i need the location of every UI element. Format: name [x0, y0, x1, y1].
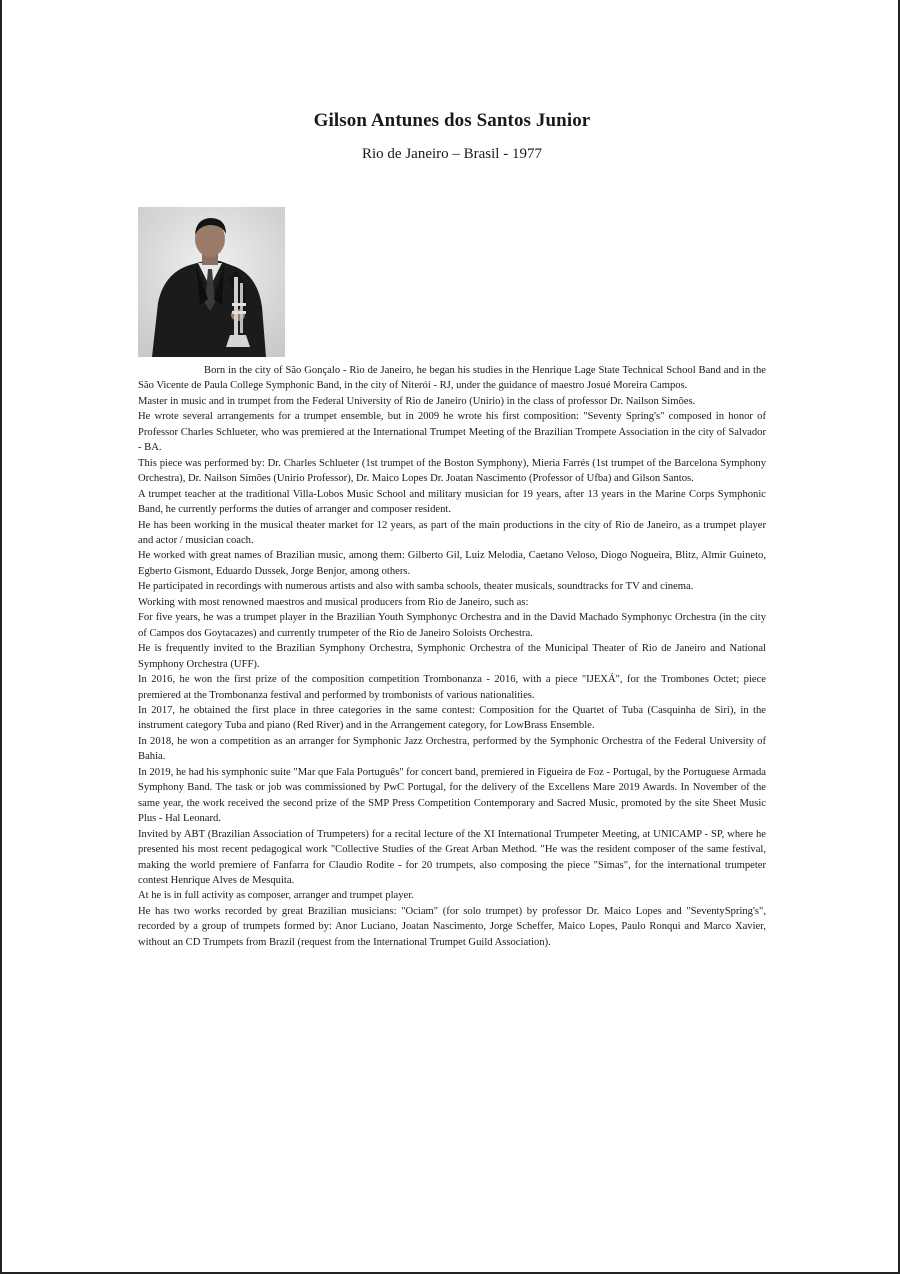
bio-paragraph: A trumpet teacher at the traditional Villa-Lobos Music School and military musician for 19 years, after 13 years in the Marine Corps Symphonic Band, he currently performs the duties of arranger and composer resident.	[138, 488, 766, 516]
bio-paragraph: He has been working in the musical theater market for 12 years, as part of the main productions in the city of Rio de Janeiro, as a trumpet player and actor / musician coach.	[138, 519, 766, 546]
bio-paragraph: Working with most renowned maestros and musical producers from Rio de Janeiro, such as:	[138, 596, 529, 608]
bio-paragraph: Born in the city of São Gonçalo - Rio de Janeiro, he began his studies in the Henrique Lage State Technical School Band and in the São Vicente de Paula College Symphonic Band, in the city of Niterói - RJ, under the guidance of maestro Josué Moreira Campos.	[138, 365, 766, 392]
bio-paragraph: He wrote several arrangements for a trumpet ensemble, but in 2009 he wrote his first composition: "Seventy Spring's" composed in honor of Professor Charles Schlueter, who was premiered at the International Trumpet Meeting of the Brazilian Trompete Association in the city of Salvador - BA.	[138, 411, 766, 454]
portrait-photo	[138, 207, 285, 357]
bio-paragraph: He participated in recordings with numerous artists and also with samba schools, theater musicals, soundtracks for TV and cinema.	[138, 581, 694, 593]
bio-paragraph: He has two works recorded by great Brazilian musicians: "Ociam" (for solo trumpet) by professor Dr. Maico Lopes and "SeventySpring's", recorded by a group of trumpets formed by: Anor Luciano, Joatan Nascimento, Jorge Scheffer, Maico Lopes, Paulo Ronqui and Marco Xavier, without an CD Trumpets from Brazil (request from the International Trumpet Guild Association).	[138, 905, 766, 948]
bio-paragraph: In 2018, he won a competition as an arranger for Symphonic Jazz Orchestra, performed by the Symphonic Orchestra of the Federal University of Bahia.	[138, 735, 766, 763]
bio-paragraph: For five years, he was a trumpet player in the Brazilian Youth Symphonyc Orchestra and in the David Machado Symphonyc Orchestra (in the city of Campos dos Goytacazes) and currently trumpeter of the Rio de Janeiro Soloists Orchestra.	[138, 612, 766, 639]
bio-paragraph: In 2016, he won the first prize of the composition competition Trombonanza - 2016, with a piece "IJEXÁ", for the Trombones Octet; piece premiered at the Trombonanza festival and performed by trombonists of various nationalities.	[138, 674, 766, 701]
bio-paragraph: In 2017, he obtained the first place in three categories in the same contest: Composition for the Quartet of Tuba (Casquinha de Siri), in the instrument category Tuba and piano (Red River) and in the Arrangement category, for LowBrass Ensemble.	[138, 704, 766, 732]
biography-text	[138, 363, 766, 950]
page-title: Gilson Antunes dos Santos Junior	[313, 110, 591, 131]
bio-paragraph: He is frequently invited to the Brazilian Symphony Orchestra, Symphonic Orchestra of the Municipal Theater of Rio de Janeiro and National Symphony Orchestra (UFF).	[138, 643, 766, 670]
bio-paragraph: Invited by ABT (Brazilian Association of Trumpeters) for a recital lecture of the XI International Trumpeter Meeting, at UNICAMP - SP, where he presented his most recent pedagogical work "Collective Studies of the Great Arban Method. "He was the resident composer of the same festival, making the world premiere of Fanfarra for Claudio Rodite - for 20 trumpets, also composing the piece "Simas", for the international trumpeter contest Henrique Alves de Mesquita.	[138, 828, 766, 886]
bio-paragraph: This piece was performed by: Dr. Charles Schlueter (1st trumpet of the Boston Symphony), Mieria Farrés (1st trumpet of the Barcelona Symphony Orchestra), Dr. Nailson Simões (Unirio Professor), Dr. Maico Lopes Dr. Joatan Nascimento (Professor of Ufba) and Gilson Santos.	[138, 457, 766, 485]
bio-paragraph: Master in music and in trumpet from the Federal University of Rio de Janeiro (Unirio) in the class of professor Dr. Nailson Simões.	[138, 395, 696, 407]
page-subtitle: Rio de Janeiro – Brasil - 1977	[362, 146, 542, 162]
bio-paragraph: He worked with great names of Brazilian music, among them: Gilberto Gil, Luiz Melodia, Caetano Veloso, Diogo Nogueira, Blitz, Almir Guineto, Egberto Gismont, Eduardo Dussek, Jorge Benjor, among others.	[138, 550, 766, 577]
bio-paragraph: In 2019, he had his symphonic suite "Mar que Fala Português" for concert band, premiered in Figueira de Foz - Portugal, by the Portuguese Armada Symphony Band. The task or job was commissioned by PwC Portugal, for the delivery of the Excellens Mare 2019 Awards. In November of the same year, the work received the second prize of the SMP Press Competition Contemporary and Sacred Music, promoted by the site Sheet Music Plus - Hal Leonard.	[138, 766, 766, 825]
trumpet-player-portrait-icon	[138, 207, 285, 357]
bio-paragraph: At he is in full activity as composer, arranger and trumpet player.	[138, 890, 414, 902]
